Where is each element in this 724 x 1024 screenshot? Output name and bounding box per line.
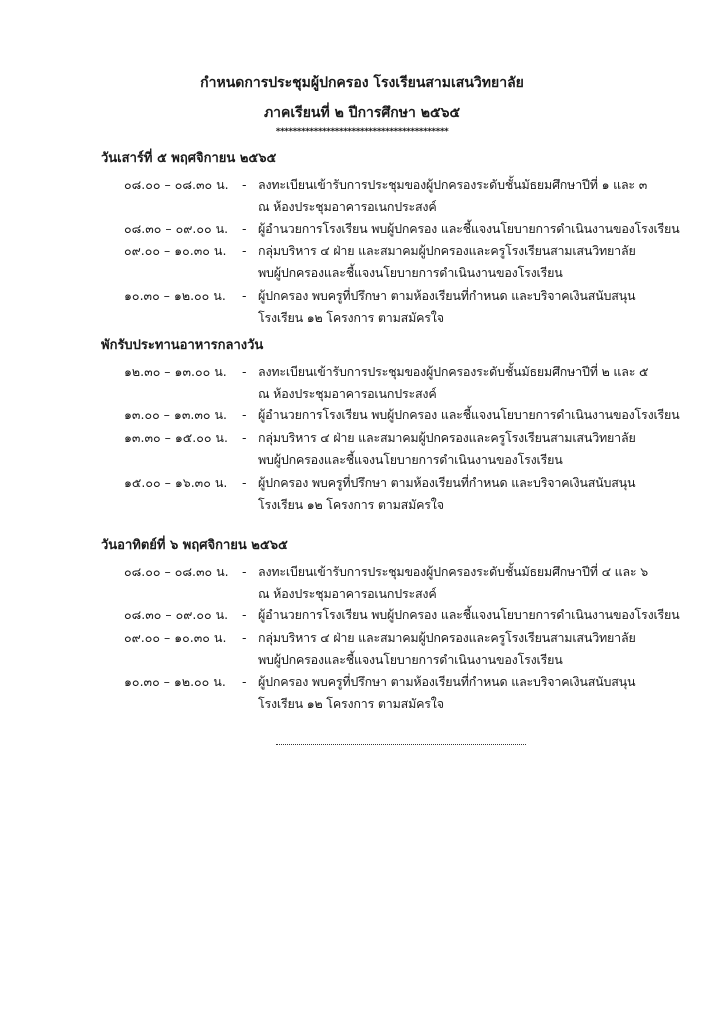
schedule-desc-line2: ณ ห้องประชุมอาคารอเนกประสงค์	[258, 586, 437, 601]
schedule-dash: -	[242, 243, 247, 258]
schedule-time: ๑๐.๓๐ – ๑๒.๐๐ น.	[124, 288, 226, 303]
star-divider: *****************************************	[275, 127, 449, 137]
schedule-time: ๐๘.๐๐ – ๐๘.๓๐ น.	[124, 177, 229, 192]
schedule-desc-line1: ผู้อำนวยการโรงเรียน พบผู้ปกครอง และชี้แจงนโยบายการดำเนินงานของโรงเรียน	[258, 607, 680, 622]
schedule-desc-line1: กลุ่มบริหาร ๔ ฝ่าย และสมาคมผู้ปกครองและครูโรงเรียนสามเสนวิทยาลัย	[258, 430, 636, 445]
schedule-desc-line1: กลุ่มบริหาร ๔ ฝ่าย และสมาคมผู้ปกครองและครูโรงเรียนสามเสนวิทยาลัย	[258, 243, 636, 258]
schedule-desc-line1: ผู้ปกครอง พบครูที่ปรึกษา ตามห้องเรียนที่กำหนด และบริจาคเงินสนับสนุน	[258, 475, 636, 490]
schedule-desc-line1: ผู้ปกครอง พบครูที่ปรึกษา ตามห้องเรียนที่กำหนด และบริจาคเงินสนับสนุน	[258, 288, 636, 303]
schedule-desc-line2: ณ ห้องประชุมอาคารอเนกประสงค์	[258, 199, 437, 214]
schedule-time: ๐๘.๓๐ – ๐๙.๐๐ น.	[124, 607, 229, 622]
document-title: กำหนดการประชุมผู้ปกครอง โรงเรียนสามเสนวิทยาลัย	[200, 75, 524, 91]
schedule-desc-line2: พบผู้ปกครองและชี้แจงนโยบายการดำเนินงานของโรงเรียน	[258, 265, 563, 280]
schedule-row	[0, 671, 724, 711]
schedule-time: ๑๒.๓๐ – ๑๓.๐๐ น.	[124, 364, 227, 379]
schedule-time: ๑๓.๓๐ – ๑๕.๐๐ น.	[124, 430, 228, 445]
schedule-desc-line1: ลงทะเบียนเข้ารับการประชุมของผู้ปกครองระดับชั้นมัธยมศึกษาปีที่ ๔ และ ๖	[258, 564, 648, 579]
schedule-dash: -	[242, 221, 247, 236]
schedule-dash: -	[242, 630, 247, 645]
schedule-row	[0, 561, 724, 601]
schedule-desc-line2: โรงเรียน ๑๒ โครงการ ตามสมัครใจ	[258, 497, 444, 512]
schedule-desc-line1: ผู้ปกครอง พบครูที่ปรึกษา ตามห้องเรียนที่กำหนด และบริจาคเงินสนับสนุน	[258, 674, 636, 689]
schedule-row	[0, 361, 724, 401]
schedule-dash: -	[242, 177, 247, 192]
schedule-desc-line1: ลงทะเบียนเข้ารับการประชุมของผู้ปกครองระดับชั้นมัธยมศึกษาปีที่ ๒ และ ๕	[258, 364, 649, 379]
schedule-desc-line2: โรงเรียน ๑๒ โครงการ ตามสมัครใจ	[258, 696, 444, 711]
schedule-time: ๑๐.๓๐ – ๑๒.๐๐ น.	[124, 674, 226, 689]
schedule-desc-line1: ลงทะเบียนเข้ารับการประชุมของผู้ปกครองระดับชั้นมัธยมศึกษาปีที่ ๑ และ ๓	[258, 177, 648, 192]
schedule-desc-line2: พบผู้ปกครองและชี้แจงนโยบายการดำเนินงานของโรงเรียน	[258, 452, 563, 467]
schedule-row	[0, 240, 724, 280]
lunch-heading: พักรับประทานอาหารกลางวัน	[101, 338, 264, 353]
schedule-time: ๐๘.๐๐ – ๐๘.๓๐ น.	[124, 564, 229, 579]
end-dotted-divider	[276, 744, 526, 745]
schedule-dash: -	[242, 364, 247, 379]
schedule-desc-line2: โรงเรียน ๑๒ โครงการ ตามสมัครใจ	[258, 310, 444, 325]
schedule-time: ๐๙.๐๐ – ๑๐.๓๐ น.	[124, 243, 227, 258]
schedule-dash: -	[242, 564, 247, 579]
schedule-row	[0, 174, 724, 214]
schedule-desc-line2: พบผู้ปกครองและชี้แจงนโยบายการดำเนินงานของโรงเรียน	[258, 652, 563, 667]
schedule-row	[0, 285, 724, 325]
document-subtitle: ภาคเรียนที่ ๒ ปีการศึกษา ๒๕๖๕	[263, 105, 461, 121]
schedule-dash: -	[242, 607, 247, 622]
schedule-row	[0, 427, 724, 467]
schedule-dash: -	[242, 475, 247, 490]
schedule-time: ๑๓.๐๐ – ๑๓.๓๐ น.	[124, 407, 228, 422]
schedule-time: ๐๘.๓๐ – ๐๙.๐๐ น.	[124, 221, 229, 236]
schedule-time: ๐๙.๐๐ – ๑๐.๓๐ น.	[124, 630, 227, 645]
schedule-dash: -	[242, 674, 247, 689]
schedule-desc-line1: ผู้อำนวยการโรงเรียน พบผู้ปกครอง และชี้แจงนโยบายการดำเนินงานของโรงเรียน	[258, 221, 680, 236]
schedule-desc-line2: ณ ห้องประชุมอาคารอเนกประสงค์	[258, 386, 437, 401]
schedule-desc-line1: ผู้อำนวยการโรงเรียน พบผู้ปกครอง และชี้แจงนโยบายการดำเนินงานของโรงเรียน	[258, 407, 680, 422]
schedule-desc-line1: กลุ่มบริหาร ๔ ฝ่าย และสมาคมผู้ปกครองและครูโรงเรียนสามเสนวิทยาลัย	[258, 630, 636, 645]
schedule-time: ๑๕.๐๐ – ๑๖.๓๐ น.	[124, 475, 228, 490]
schedule-row	[0, 627, 724, 667]
schedule-dash: -	[242, 288, 247, 303]
schedule-dash: -	[242, 407, 247, 422]
schedule-row	[0, 472, 724, 512]
schedule-dash: -	[242, 430, 247, 445]
day2-heading: วันอาทิตย์ที่ ๖ พฤศจิกายน ๒๕๖๕	[101, 538, 288, 553]
day1-heading: วันเสาร์ที่ ๕ พฤศจิกายน ๒๕๖๕	[101, 151, 277, 166]
